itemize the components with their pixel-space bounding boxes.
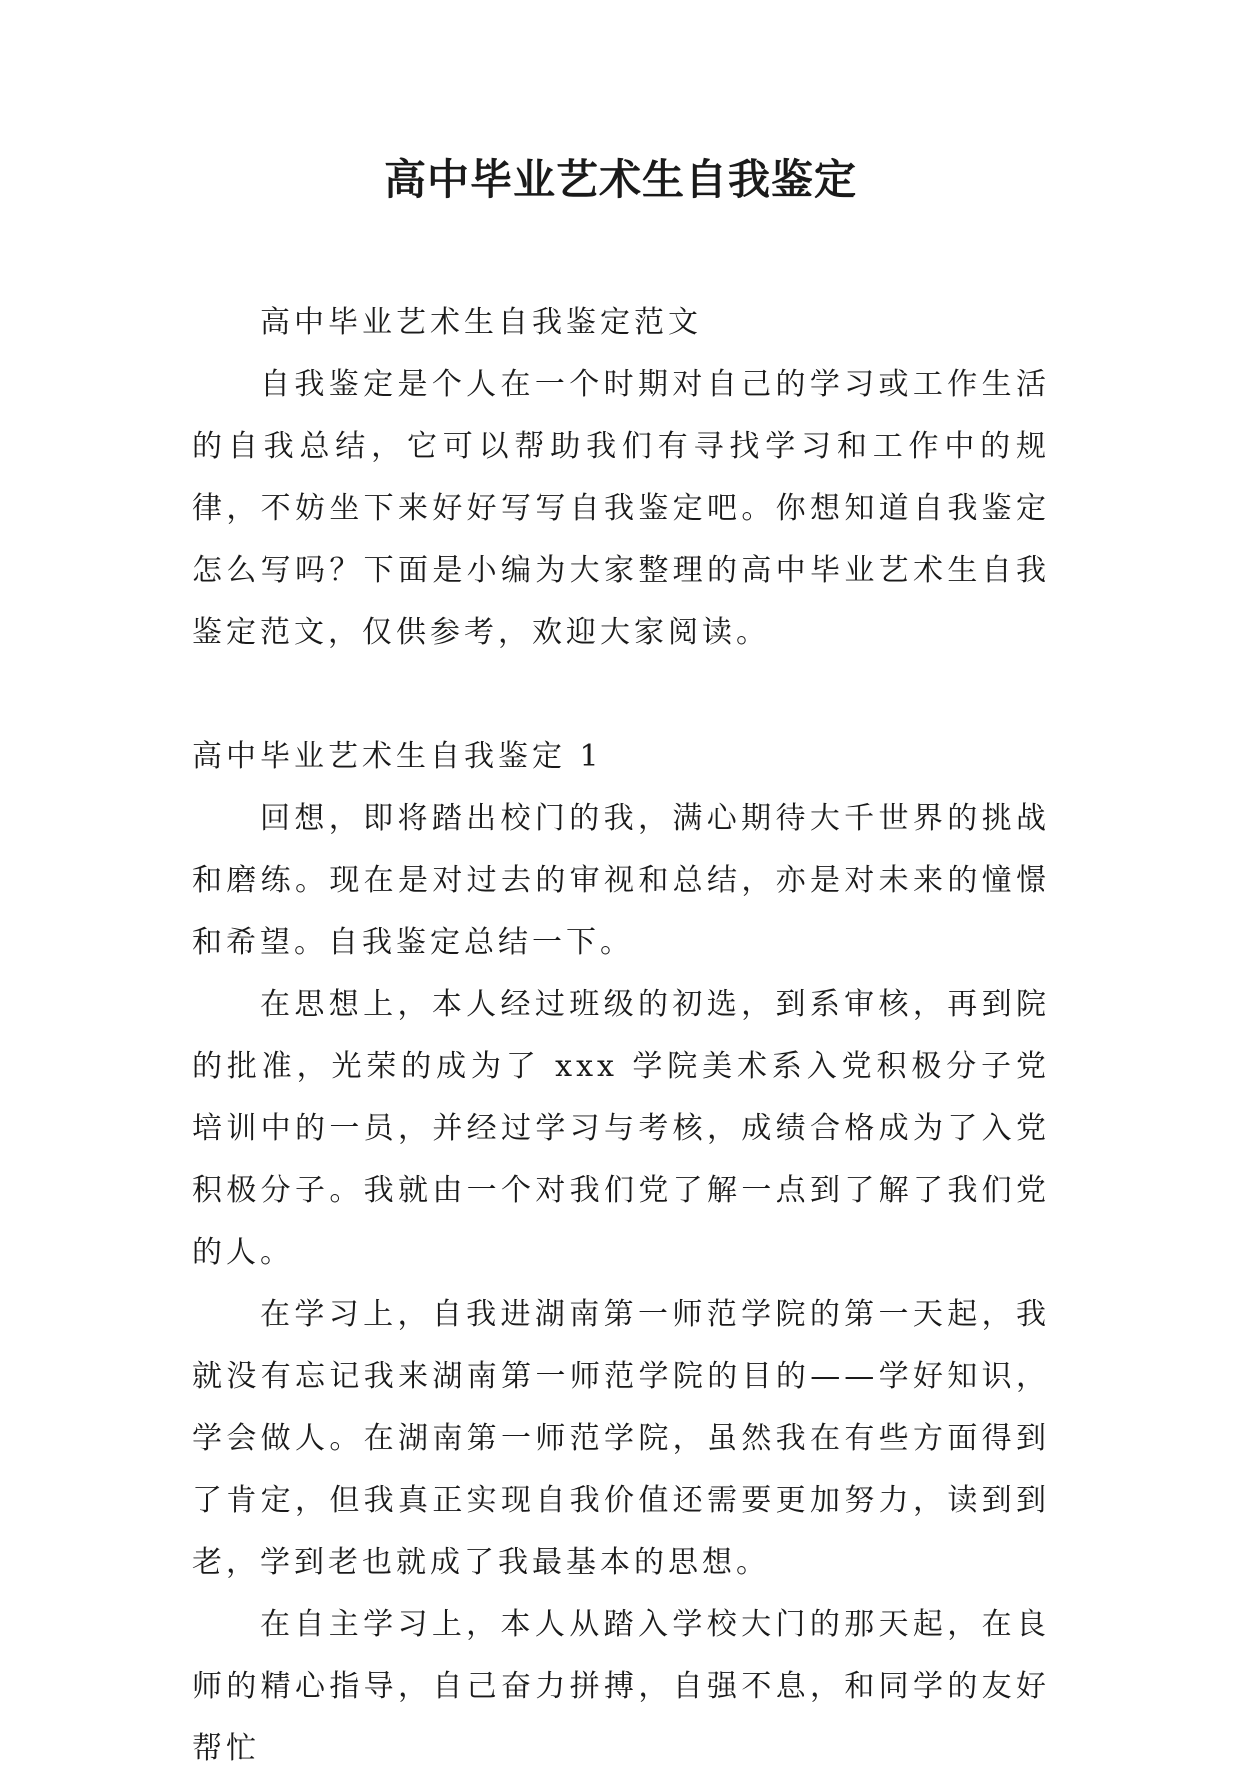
intro-paragraph: 自我鉴定是个人在一个时期对自己的学习或工作生活的自我总结，它可以帮助我们有寻找学习和工作中的规律，不妨坐下来好好写写自我鉴定吧。你想知道自我鉴定怎么写吗？下面是小编为大家整理的高中毕业艺术生自我鉴定范文，仅供参考，欢迎大家阅读。: [192, 367, 1050, 650]
body-paragraph: 在思想上，本人经过班级的初选，到系审核，再到院的批准，光荣的成为了 xxx 学院美术系入党积极分子党培训中的一员，并经过学习与考核，成绩合格成为了入党积极分子。我就由一个对我们党了解一点到了解了我们党的人。: [192, 987, 1050, 1270]
section-heading: 高中毕业艺术生自我鉴定 1: [192, 739, 603, 774]
body-paragraph: 回想，即将踏出校门的我，满心期待大千世界的挑战和磨练。现在是对过去的审视和总结，亦是对未来的憧憬和希望。自我鉴定总结一下。: [192, 801, 1050, 960]
body-paragraph: 在自主学习上，本人从踏入学校大门的那天起，在良师的精心指导，自己奋力拼搏，自强不息，和同学的友好帮忙: [192, 1607, 1050, 1766]
document-title: 高中毕业艺术生自我鉴定: [383, 155, 857, 204]
intro-heading: 高中毕业艺术生自我鉴定范文: [260, 305, 702, 340]
document-body: [192, 292, 1050, 1780]
body-paragraph: 在学习上，自我进湖南第一师范学院的第一天起，我就没有忘记我来湖南第一师范学院的目的——学好知识，学会做人。在湖南第一师范学院，虽然我在有些方面得到了肯定，但我真正实现自我价值还需要更加努力，读到到老，学到老也就成了我最基本的思想。: [192, 1297, 1050, 1580]
section-spacer: [192, 664, 1050, 726]
